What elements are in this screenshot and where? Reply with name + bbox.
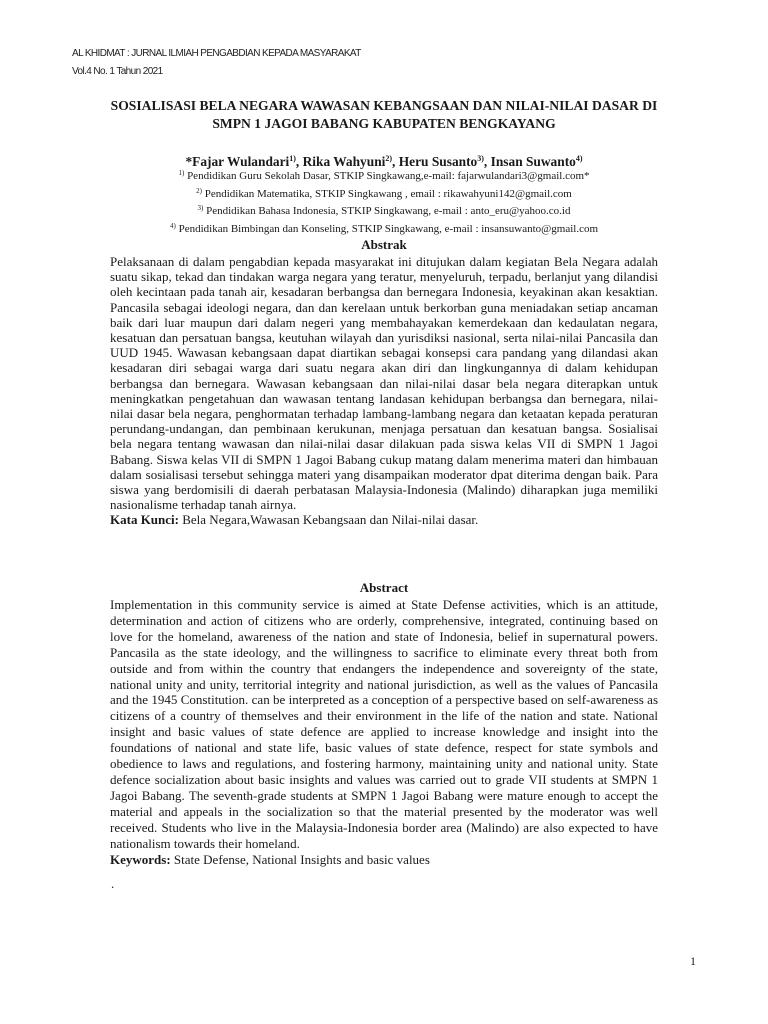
- author-affil-mark: 4): [575, 154, 583, 163]
- author: Insan Suwanto: [490, 154, 576, 169]
- author: Heru Susanto: [398, 154, 478, 169]
- author-separator: ,: [392, 154, 399, 169]
- abstrak-section: [110, 254, 658, 528]
- abstract-text: Implementation in this community service is aimed at State Defense activities, which is an attitude, determination and action of citizens who are orderly, comprehensive, integrated, continuing based on love for the homeland, awareness of the nation and state of Indonesia, belief in supernatural powers. Pancasila as the state ideology, and the willingness to sacrifice to eliminate every threat both from outside and from within the country that endangers the independence and sovereignty of the state, national unity and unity, territorial integrity and national jurisdiction, as well as the values of Pancasila and the 1945 Constitution. can be interpreted as a conception of a perspective based on self-awareness as citizens of a country of themselves and their environment in the life of the nation and state. National insight and basic values of state defence are applied to increase knowledge and insight into the foundations of national and state life, basic values of state defence, respect for state symbols and obedience to laws and regulations, and fostering harmony, maintaining unity and national unity. State defence socialization about basic insights and values was carried out to grade VII students at SMPN 1 Jagoi Babang. The seventh-grade students at SMPN 1 Jagoi Babang were mature enough to accept the material and appeals in the socialization so that the material presented by the moderator was well received. Students who live in the Malaysia-Indonesia border area (Malindo) are also expected to have nationalism towards their homeland.: [110, 597, 658, 851]
- journal-volume: Vol.4 No. 1 Tahun 2021: [72, 66, 163, 77]
- abstract-section: [110, 597, 658, 867]
- author: *Fajar Wulandari: [185, 154, 290, 169]
- author-affil-mark: 2): [385, 154, 393, 163]
- abstract-heading: Abstract: [359, 580, 409, 595]
- journal-header: [72, 46, 361, 79]
- abstrak-keywords-label: Kata Kunci:: [110, 512, 179, 528]
- author-affil-mark: 3): [477, 154, 484, 163]
- affiliation-text: Pendidikan Matematika, STKIP Singkawang , email : rikawahyuni142@gmail.com: [204, 187, 572, 200]
- author-affil-mark: 1): [289, 154, 296, 163]
- affiliation-mark: 2): [196, 186, 202, 195]
- abstract-keywords-label: Keywords:: [110, 851, 171, 867]
- affiliation: [100, 184, 668, 202]
- affiliation-mark: 4): [169, 221, 176, 230]
- page-number: 1: [690, 954, 696, 968]
- author-separator: ,: [483, 154, 491, 169]
- abstrak-heading: Abstrak: [361, 237, 407, 252]
- affiliation: [100, 201, 668, 219]
- affiliation-text: Pendidikan Guru Sekolah Dasar, STKIP Singkawang,e-mail: fajarwulandari3@gmail.com*: [187, 170, 590, 182]
- abstrak-text: Pelaksanaan di dalam pengabdian kepada masyarakat ini ditujukan dalam kegiatan Bela Negara adalah suatu sikap, tekad dan tindakan warga negara yang teratur, menyeluruh, terpadu, berlanjut yang dilandisi oleh kecintaan pada tanah air, kesadaran berbangsa dan bernegara Indonesia, keyakinan akan kesaktian. Pancasila sebagai ideologi negara, dan dan kerelaan untuk berkorban guna meniadakan setiap ancaman baik dari luar maupun dari dalam negeri yang membahayakan kemerdekaan dan kedaulatan negara, kesatuan dan persatuan bangsa, keutuhan wilayah dan yurisdiksi nasional, serta nilai-nilai Pancasila dan UUD 1945. Wawasan kebangsaan dapat diartikan sebagai konsepsi cara pandang yang dilandasi akan kesadaran diri sebagai warga dari suatu negara akan diri dan lingkungannya di dalam kehidupan berbangsa dan bernegara. Wawasan kebangsaan dan nilai-nilai dasar bela negara diterapkan untuk meningkatkan pengetahuan dan wawasan tentang landasan kehidupan berbangsa dan bernegara, nilai-nilai dasar bela negara, penghormatan terhadap lambang-lambang negara dan ketaatan kepada peraturan perundang-undangan, dan pembinaan kerukunan, menjaga persatuan dan kesatuan bangsa. Sosialisai bela negara tentang wawasan dan nilai-nilai dasar dilakuan pada siswa kelas VII di SMPN 1 Jagoi Babang. Siswa kelas VII di SMPN 1 Jagoi Babang cukup matang dalam menerima materi dan himbauan dalam sosialisasi tersebut sehingga materi yang disampaikan moderator dpat diterima dengan baik. Para siswa yang berdomisili di daerah perbatasan Malaysia-Indonesia (Malindo) diharapkan juga memiliki nasionalisme terhadap tanah airnya.: [110, 254, 658, 513]
- affiliation-mark: 3): [197, 204, 204, 212]
- affiliation-list: [100, 166, 668, 236]
- affiliation-text: Pendidikan Bahasa Indonesia, STKIP Singkawang, e-mail : anto_eru@yahoo.co.id: [206, 205, 571, 217]
- abstract-keywords: State Defense, National Insights and basic values: [170, 851, 430, 867]
- affiliation-text: Pendidikan Bimbingan dan Konseling, STKIP Singkawang, e-mail : insansuwanto@gmail.com: [178, 222, 599, 235]
- paper-title: SOSIALISASI BELA NEGARA WAWASAN KEBANGSAAN DAN NILAI-NILAI DASAR DI SMPN 1 JAGOI BABANG KABUPATEN BENGKAYANG: [110, 98, 658, 131]
- journal-name: AL KHIDMAT : JURNAL ILMIAH PENGABDIAN KEPADA MASYARAKAT: [72, 48, 361, 59]
- author-separator: ,: [295, 154, 303, 169]
- author: Rika Wahyuni: [302, 154, 386, 169]
- affiliation-mark: 1): [178, 169, 185, 177]
- affiliation: [100, 219, 668, 237]
- trailing-mark: .: [111, 876, 115, 891]
- abstrak-keywords: Bela Negara,Wawasan Kebangsaan dan Nilai-nilai dasar.: [178, 512, 479, 528]
- affiliation: [100, 166, 668, 184]
